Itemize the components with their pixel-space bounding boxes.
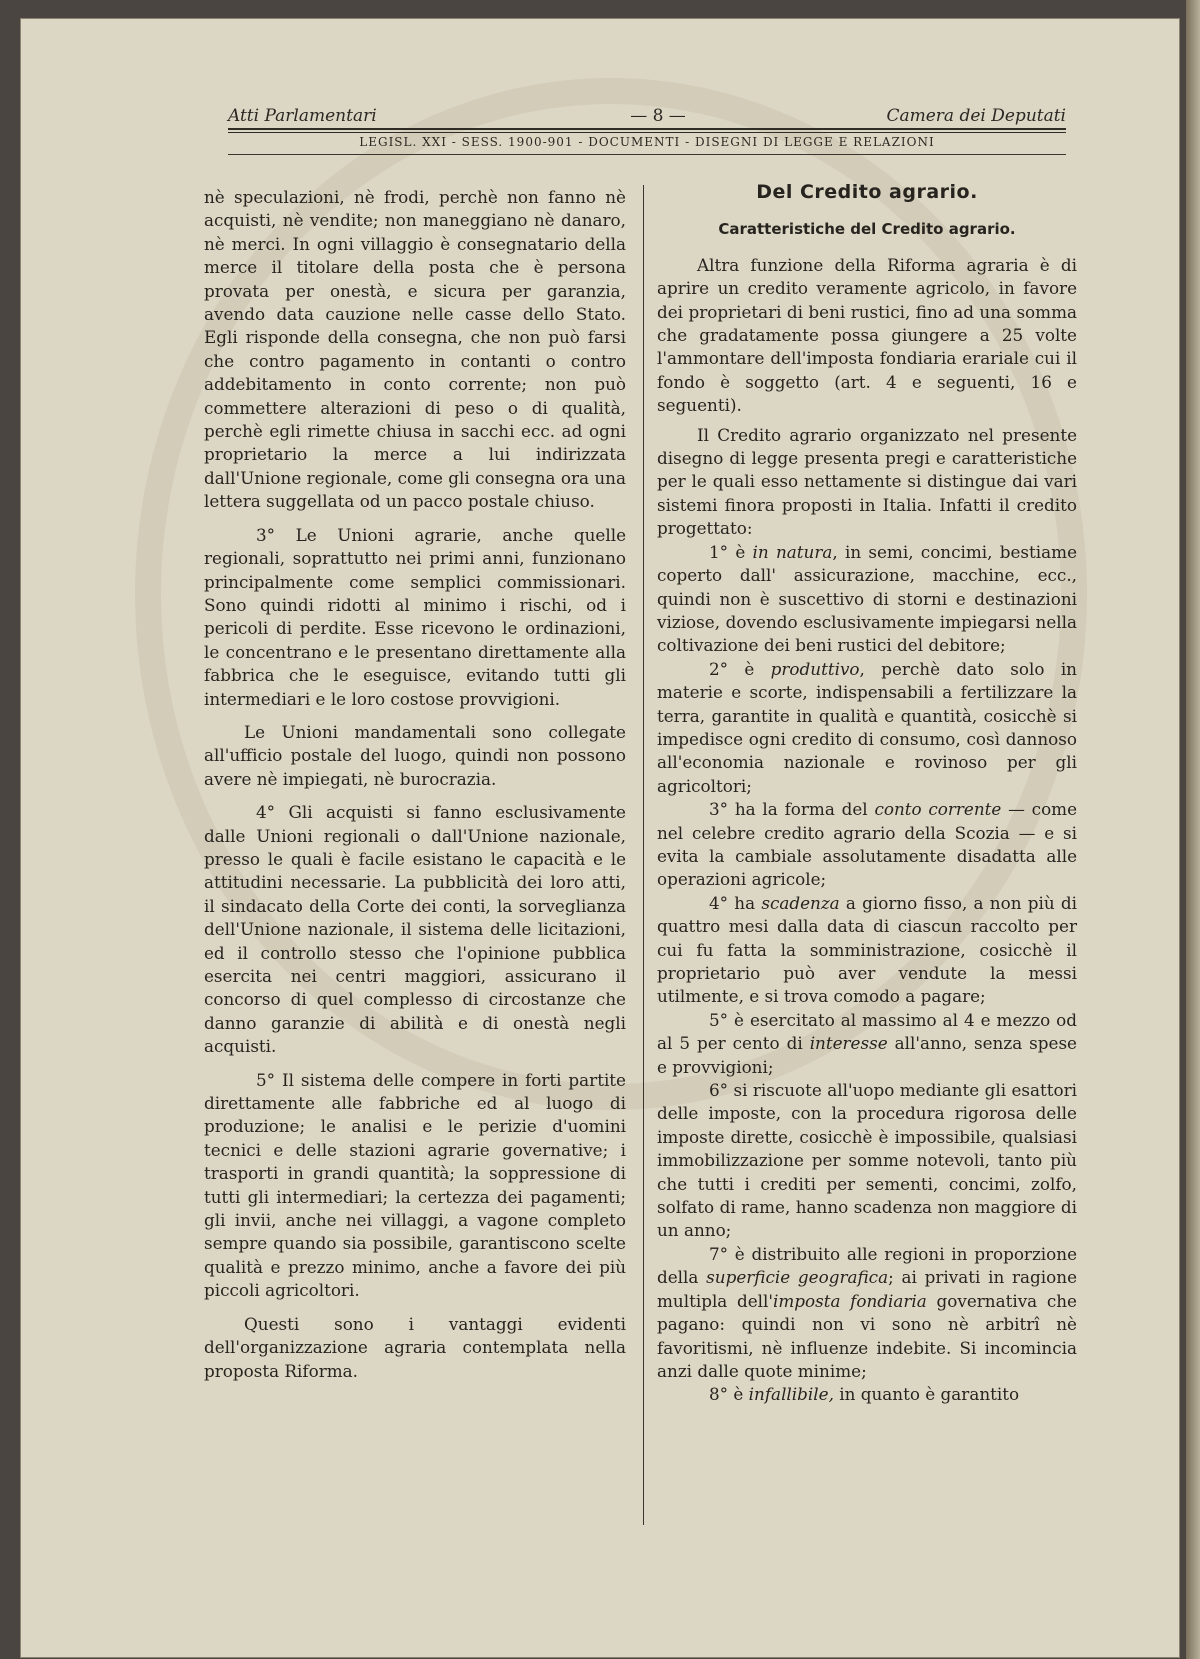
paragraph: Il Credito agrario organizzato nel presente disegno di legge presenta pregi e caratteristiche per le quali esso nettamente si distingue dai vari sistemi finora proposti in Italia. Infatti il credito progettato:: [657, 424, 1077, 539]
running-header: [228, 106, 1066, 128]
right-column: [657, 181, 1077, 1407]
list-item: 6° si riscuote all'uopo mediante gli esattori delle imposte, con la procedura rigorosa delle imposte dirette, cosicchè è impossibile, qualsiasi immobilizzazione per somme notevoli, tanto più che tutti i crediti per sementi, concimi, zolfo, solfato di rame, hanno scadenza non maggiore di un anno;: [657, 1080, 1077, 1241]
left-column: [204, 186, 626, 1383]
paragraph: nè speculazioni, nè frodi, perchè non fanno nè acquisti, nè vendite; non maneggiano nè danaro, nè merci. In ogni villaggio è consegnatario della merce il titolare della posta che è persona provata per onestà, e sicura per garanzia, avendo data cauzione nelle casse dello Stato. Egli risponde della consegna, che non può farsi che contro pagamento in contanti o contro addebitamento in conto corrente; non può commettere alterazioni di peso o di qualità, perchè egli rimette chiusa in sacchi ecc. ad ogni proprietario la merce a lui indirizzata dall'Unione regionale, come gli consegna ora una lettera suggellata od un pacco postale chiuso.: [204, 187, 626, 512]
list-item: 1° è in natura, in semi, concimi, bestiame coperto dall' assicurazione, macchine, ecc., quindi non è suscettivo di storni e destinazioni viziose, dovendo esclusivamente impiegarsi nella coltivazione dei beni rustici del debitore;: [657, 541, 1078, 656]
header-right: Camera dei Deputati: [886, 106, 1066, 126]
list-item: 4° ha scadenza a giorno fisso, a non più di quattro mesi dalla data di ciascun raccolto per cui fu fatta la somministrazione, cosicchè il proprietario può aver vendute la messi utilmente, e si trova comodo a pagare;: [657, 892, 1077, 1007]
list-item: 7° è distribuito alle regioni in proporzione della superficie geografica; ai privati in ragione multipla dell'imposta fondiaria governativa che pagano: quindi non vi sono nè arbitrî nè favoritismi, nè influenze indebite. Si incomincia anzi dalle quote minime;: [657, 1243, 1077, 1381]
paragraph: Le Unioni mandamentali sono collegate all'ufficio postale del luogo, quindi non possono avere nè impiegati, nè burocrazia.: [204, 721, 626, 789]
list-item: 2° è produttivo, perchè dato solo in materie e scorte, indispensabili a fertilizzare la terra, garantite in qualità e quantità, cosicchè si impedisce ogni credito di consumo, così dannoso all'economia nazionale e rovinoso per gli agricoltori;: [657, 658, 1077, 796]
subsection-title: Caratteristiche del Credito agrario.: [718, 220, 1016, 239]
subheader-rule: [228, 154, 1066, 155]
list-item: 8° è infallibile, in quanto è garantito: [709, 1384, 1020, 1405]
header-left: Atti Parlamentari: [228, 106, 377, 126]
header-rule-thin: [228, 132, 1066, 133]
paragraph: 5° Il sistema delle compere in forti partite direttamente alle fabbriche ed al luogo di produzione; le analisi e le perizie d'uomini tecnici e delle stazioni agrarie governative; i trasporti in grandi quantità; la soppressione di tutti gli intermediari; la certezza dei pagamenti; gli invii, anche nei villaggi, a vagone completo sempre quando sia possibile, garantiscono scelte qualità e prezzo minimo, anche a favore dei più piccoli agricoltori.: [204, 1069, 626, 1301]
list-item: 5° è esercitato al massimo al 4 e mezzo od al 5 per cento di interesse all'anno, senza spese e provvigioni;: [657, 1009, 1077, 1077]
legislature-line: LEGISL. XXI - SESS. 1900-901 - DOCUMENTI - DISEGNI DI LEGGE E RELAZIONI: [359, 135, 935, 149]
page-number: — 8 —: [630, 106, 686, 126]
section-title: Del Credito agrario.: [756, 181, 978, 203]
paragraph: 4° Gli acquisti si fanno esclusivamente dalle Unioni regionali o dall'Unione nazionale, presso le quali è facile esistano le capacità e le attitudini necessarie. La pubblicità dei loro atti, il sindacato della Corte dei conti, la sorveglianza dell'Unione nazionale, il sistema delle licitazioni, ed il controllo stesso che l'opinione pubblica esercita nei centri maggiori, assicurano il concorso di quel complesso di circostanze che danno garanzie di abilità e di onestà negli acquisti.: [204, 802, 626, 1057]
paragraph: Questi sono i vantaggi evidenti dell'organizzazione agraria contemplata nella proposta Riforma.: [204, 1313, 626, 1381]
paragraph: Altra funzione della Riforma agraria è di aprire un credito veramente agricolo, in favore dei proprietari di beni rustici, fino ad una somma che gradatamente possa giungere a 25 volte l'ammontare dell'imposta fondiaria erariale cui il fondo è soggetto (art. 4 e seguenti, 16 e seguenti).: [657, 254, 1077, 416]
header-rule: [228, 128, 1066, 130]
page-edge: [1186, 0, 1200, 1659]
paragraph: 3° Le Unioni agrarie, anche quelle regionali, soprattutto nei primi anni, funzionano principalmente come semplici commissionari. Sono quindi ridotti al minimo i rischi, od i pericoli di perdite. Esse ricevono le ordinazioni, le concentrano e le presentano direttamente alla fabbrica che le eseguisce, evitando tutti gli intermediari e le loro costose provvigioni.: [204, 524, 626, 709]
list-item: 3° ha la forma del conto corrente — come nel celebre credito agrario della Scozia — e si evita la cambiale assolutamente disadatta alle operazioni agricole;: [657, 799, 1078, 890]
column-divider: [643, 185, 644, 1525]
